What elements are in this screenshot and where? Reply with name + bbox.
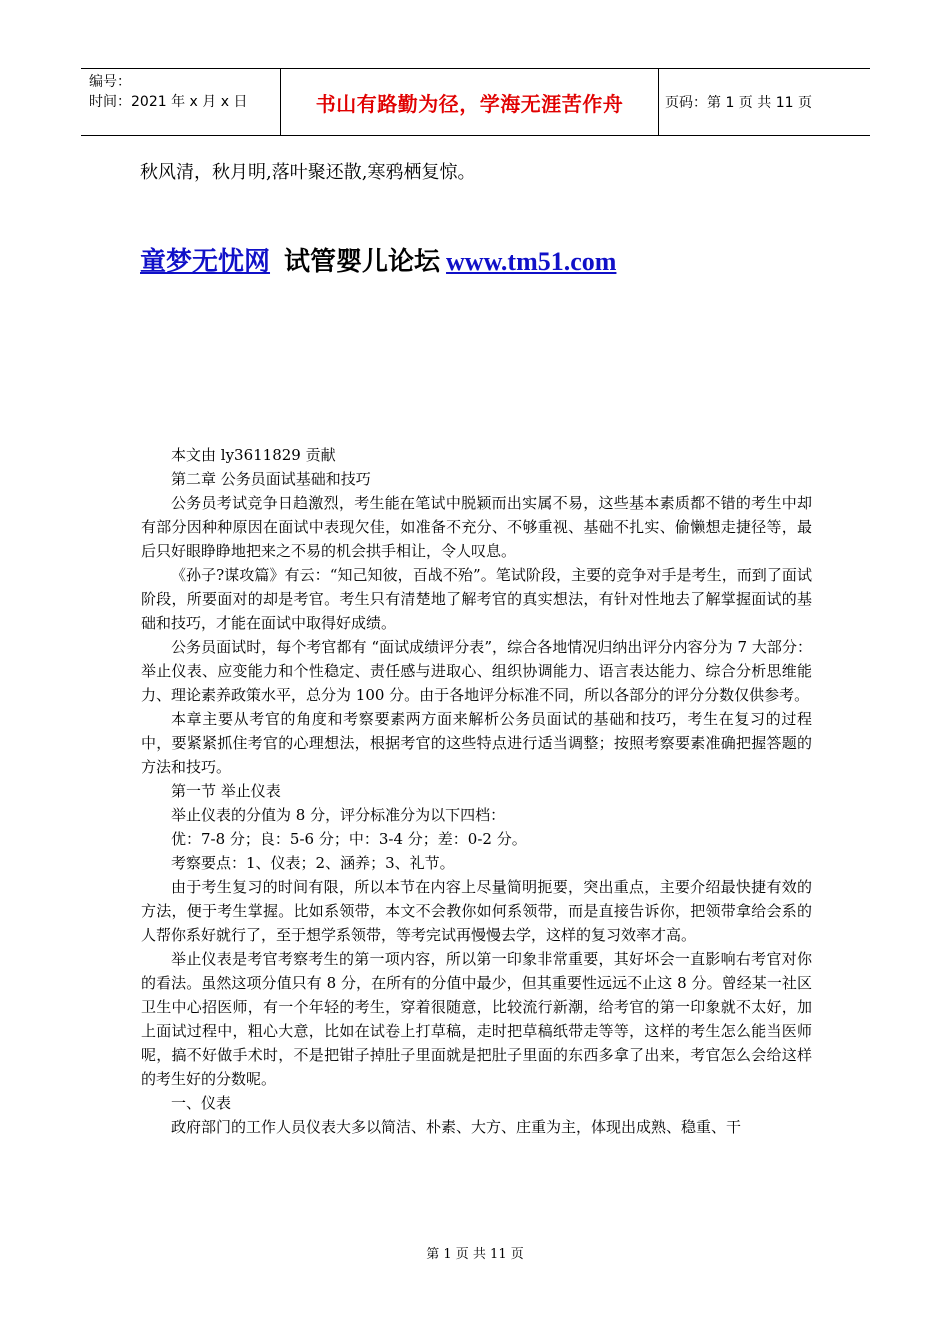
header-page-info <box>659 69 870 135</box>
time-label: 时间：2021 年 x 月 x 日 <box>89 94 248 110</box>
article-paragraph: 政府部门的工作人员仪表大多以简洁、朴素、大方、庄重为主，体现出成熟、稳重、干 <box>171 1118 742 1136</box>
document-header <box>81 68 870 136</box>
chapter-title: 第二章 公务员面试基础和技巧 <box>171 470 371 488</box>
article-paragraph: 本文由 ly3611829 贡献 <box>171 446 336 464</box>
forum-name: 试管婴儿论坛 <box>284 247 441 277</box>
header-meta <box>81 69 281 135</box>
subsection-title: 一、仪表 <box>171 1094 232 1112</box>
article-paragraph: 举止仪表的分值为 8 分，评分标准分为以下四档： <box>171 806 506 824</box>
article-paragraph: 本章主要从考官的角度和考察要素两方面来解析公务员面试的基础和技巧，考生在复习的过程中，要紧紧抓住考官的心理想法，根据考官的这些特点进行适当调整；按照考察要素准确把握答题的方法和技巧。 <box>141 710 812 776</box>
number-label: 编号： <box>89 74 131 90</box>
header-motto-cell <box>281 69 659 135</box>
article-paragraph: 由于考生复习的时间有限，所以本节在内容上尽量简明扼要，突出重点，主要介绍最快捷有效的方法，便于考生掌握。比如系领带，本文不会教你如何系领带，而是直接告诉你，把领带拿给会系的人帮你系好就行了，至于想学系领带，等考完试再慢慢去学，这样的复习效率才高。 <box>141 878 812 944</box>
article-paragraph: 公务员面试时，每个考官都有 “面试成绩评分表”，综合各地情况归纳出评分内容分为 7 大部分：举止仪表、应变能力和个性稳定、责任感与进取心、组织协调能力、语言表达能力、综合分析思维能力、理论素养政策水平，总分为 100 分。由于各地评分标准不同，所以各部分的评分分数仅供参考。 <box>141 638 812 704</box>
article-paragraph: 举止仪表是考官考察考生的第一项内容，所以第一印象非常重要，其好坏会一直影响右考官对你的看法。虽然这项分值只有 8 分，在所有的分值中最少，但其重要性远远不止这 8 分。曾经某一社区卫生中心招医师，有一个年轻的考生，穿着很随意，比较流行新潮，给考官的第一印象就不太好，加上面试过程中，粗心大意，比如在试卷上打草稿，走时把草稿纸带走等等，这样的考生怎么能当医师呢，搞不好做手术时，不是把钳子掉肚子里面就是把肚子里面的东西多拿了出来，考官怎么会给这样的考生好的分数呢。 <box>141 950 812 1088</box>
article-paragraph: 《孙子?谋攻篇》有云：“知己知彼，百战不殆”。笔试阶段，主要的竞争对手是考生，而到了面试阶段，所要面对的却是考官。考生只有清楚地了解考官的真实想法，有针对性地去了解掌握面试的基础和技巧，才能在面试中取得好成绩。 <box>141 566 812 632</box>
poem-line: 秋风清，秋月明,落叶聚还散,寒鸦栖复惊。 <box>140 162 476 183</box>
site-name-link[interactable]: 童梦无忧网 <box>140 247 271 277</box>
section-title: 第一节 举止仪表 <box>171 782 281 800</box>
article-body <box>141 443 812 1139</box>
site-banner <box>140 241 616 278</box>
article-paragraph: 考察要点：1、仪表；2、涵养；3、礼节。 <box>171 854 455 872</box>
page-footer: 第 1 页 共 11 页 <box>426 1247 524 1262</box>
header-motto: 书山有路勤为径，学海无涯苦作舟 <box>315 91 624 116</box>
article-paragraph: 公务员考试竞争日趋激烈，考生能在笔试中脱颖而出实属不易，这些基本素质都不错的考生中却有部分因种种原因在面试中表现欠佳，如准备不充分、不够重视、基础不扎实、偷懒想走捷径等，最后只好眼睁睁地把来之不易的机会拱手相让，令人叹息。 <box>141 494 812 560</box>
site-url-link[interactable]: www.tm51.com <box>446 247 617 276</box>
page-info: 页码：第 1 页 共 11 页 <box>665 95 812 111</box>
article-paragraph: 优：7-8 分；良：5-6 分；中：3-4 分；差：0-2 分。 <box>171 830 527 848</box>
